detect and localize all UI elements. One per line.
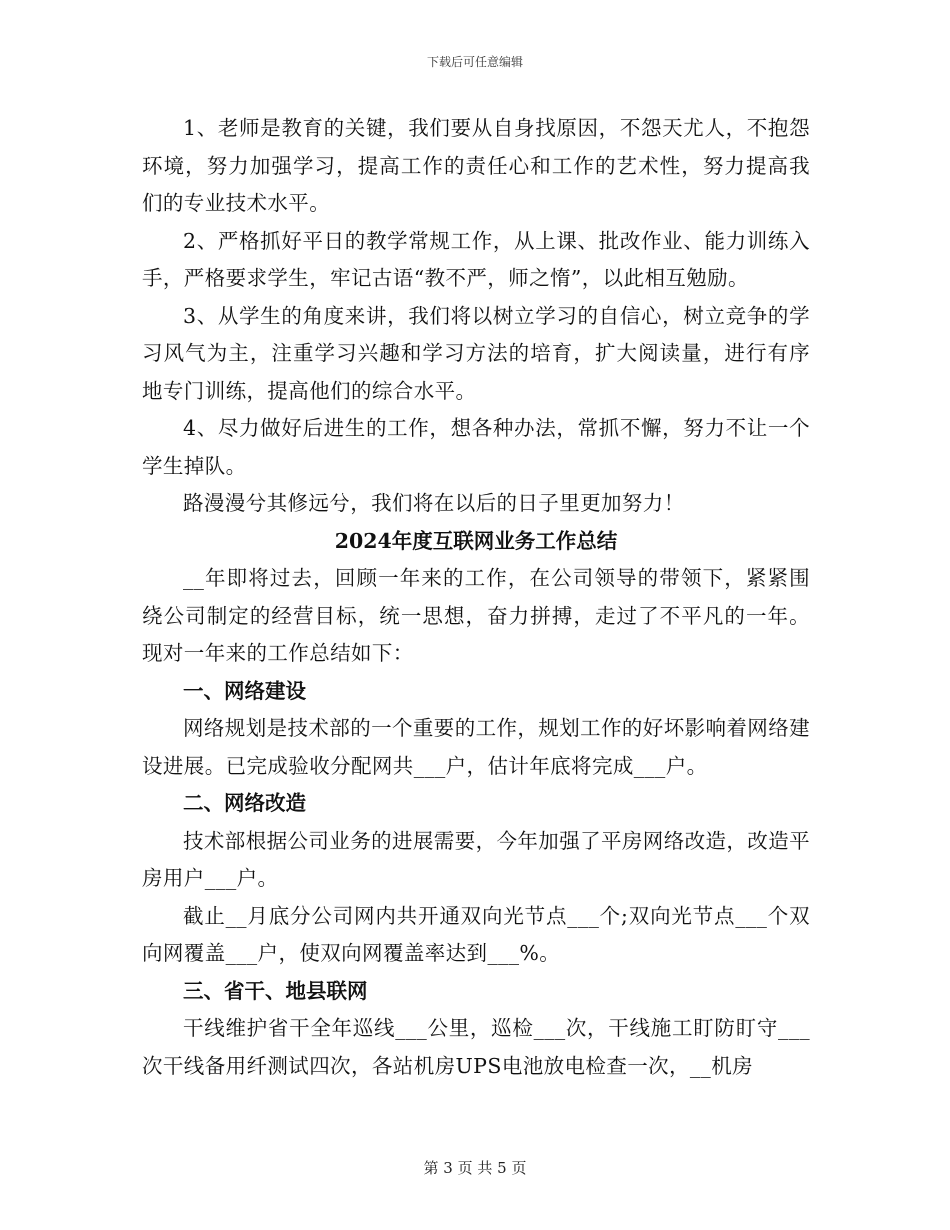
paragraph-1: 1、老师是教育的关键，我们要从自身找原因，不怨天尤人，不抱怨环境，努力加强学习，提高工作的责任心和工作的艺术性，努力提高我们的专业技术水平。 [142,116,810,215]
page-header: 下载后可任意编辑 [426,55,523,69]
section-heading-trunk-network: 三、省干、地县联网 [183,978,368,1003]
paragraph-network-construction: 网络规划是技术部的一个重要的工作，规划工作的好坏影响着网络建设进展。已完成验收分配网共___户，估计年底将完成___户。 [142,716,810,778]
document-title: 2024年度互联网业务工作总结 [334,528,618,553]
paragraph-3: 3、从学生的角度来讲，我们将以树立学习的自信心，树立竞争的学习风气为主，注重学习兴趣和学习方法的培育，扩大阅读量，进行有序地专门训练，提高他们的综合水平。 [142,303,810,403]
page-footer: 第 3 页 共 5 页 [423,1159,527,1177]
section-heading-network-construction: 一、网络建设 [183,678,306,703]
document-body [142,110,810,1085]
paragraph-closing: 路漫漫兮其修远兮，我们将在以后的日子里更加努力！ [183,491,685,515]
paragraph-4: 4、尽力做好后进生的工作，想各种办法，常抓不懈，努力不让一个学生掉队。 [142,416,810,478]
section-heading-network-renovation: 二、网络改造 [183,791,306,815]
paragraph-network-renovation: 技术部根据公司业务的进展需要，今年加强了平房网络改造，改造平房用户___户。 [142,828,810,890]
paragraph-optical-nodes: 截止__月底分公司网内共开通双向光节点___个;双向光节点___个双向网覆盖___户，使双向网覆盖率达到___%。 [142,903,810,965]
paragraph-2: 2、严格抓好平日的教学常规工作，从上课、批改作业、能力训练入手，严格要求学生，牢记古语“教不严，师之惰”，以此相互勉励。 [142,228,810,290]
paragraph-intro: __年即将过去，回顾一年来的工作，在公司领导的带领下，紧紧围绕公司制定的经营目标，统一思想，奋力拼搏，走过了不平凡的一年。现对一年来的工作总结如下： [142,566,810,665]
paragraph-trunk-maintenance: 干线维护省干全年巡线___公里，巡检___次，干线施工盯防盯守___次干线备用纤测试四次，各站机房UPS电池放电检查一次，__机房 [142,1016,810,1078]
